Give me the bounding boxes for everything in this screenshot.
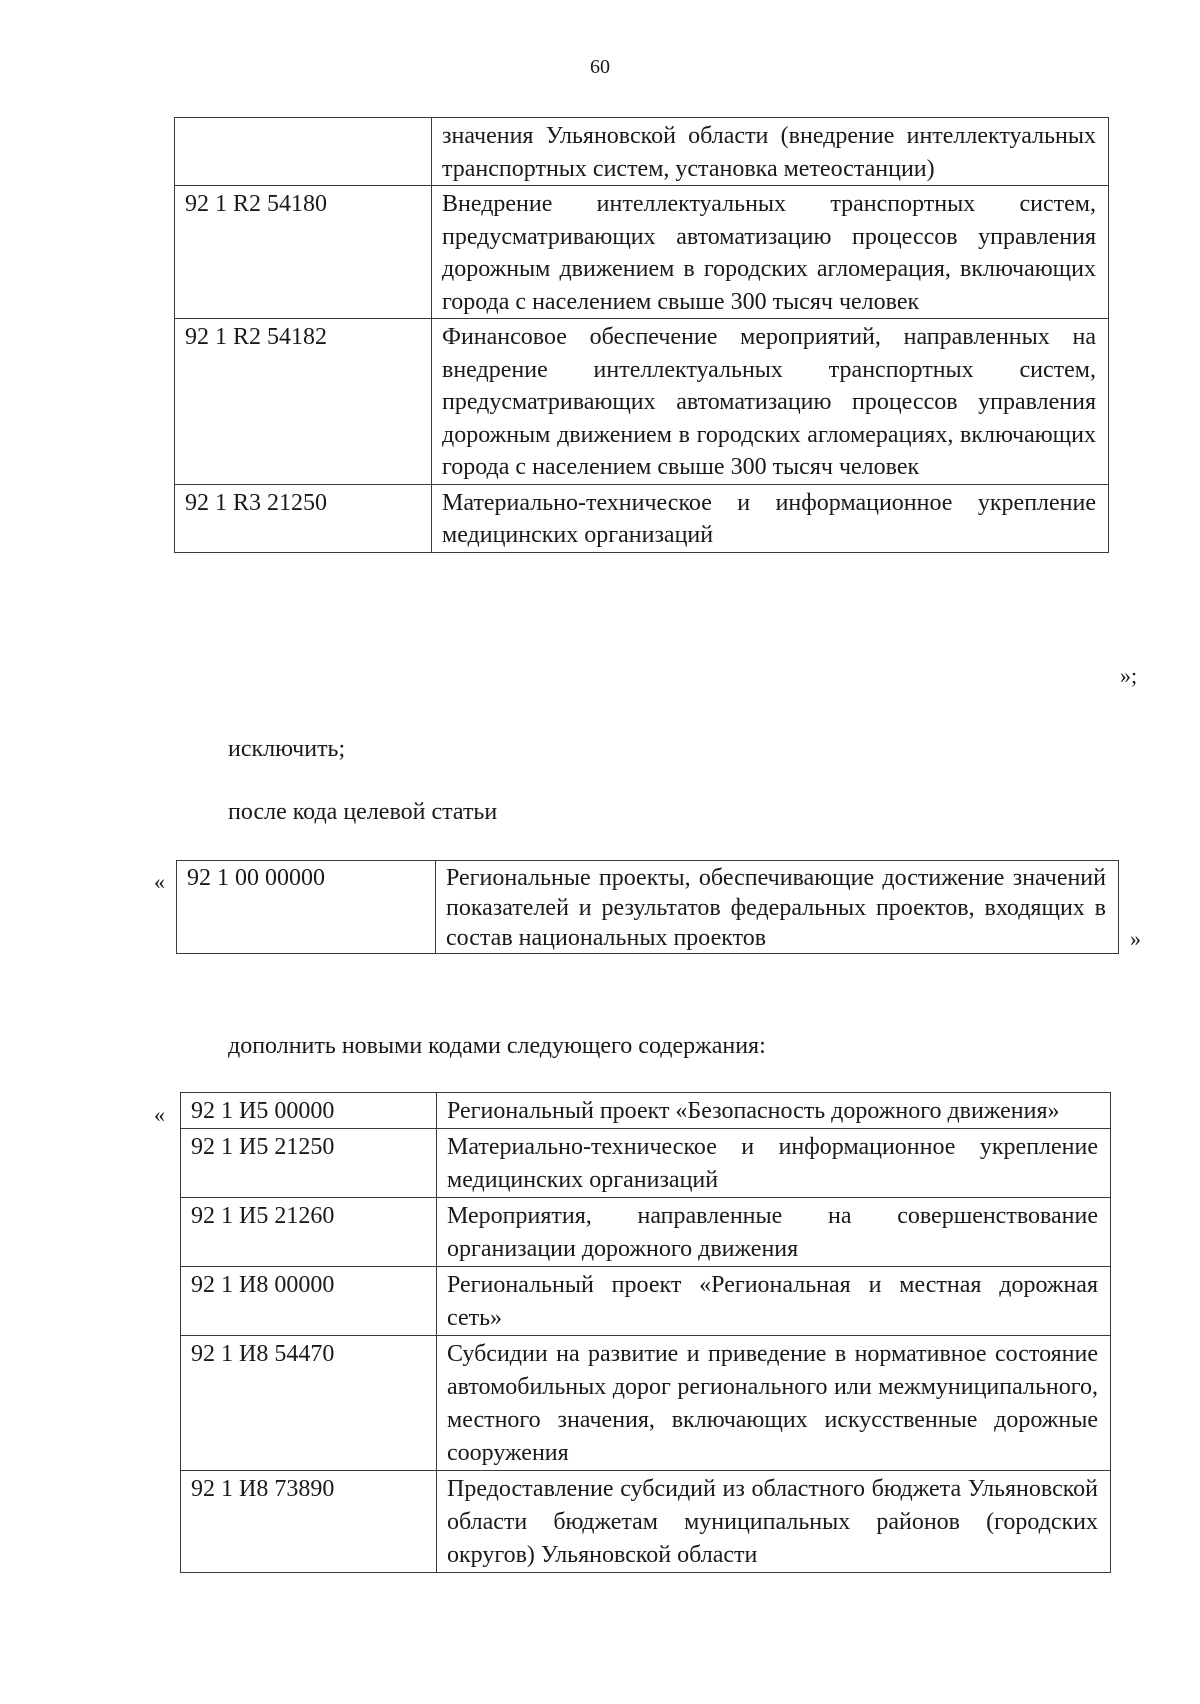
table-row [177, 861, 1119, 954]
target-code: 92 1 И5 21250 [181, 1129, 437, 1198]
target-code: 92 1 И8 73890 [181, 1471, 437, 1573]
codes-table-excluded [174, 117, 1109, 553]
closing-quote: » [1130, 926, 1141, 951]
table-row [181, 1129, 1111, 1198]
table-row [175, 118, 1109, 186]
table-row [181, 1336, 1111, 1471]
reference-code-table [176, 860, 1119, 954]
target-code: 92 1 R3 21250 [175, 484, 432, 552]
target-code: 92 1 R2 54182 [175, 319, 432, 485]
target-description: Материально-техническое и информационное укрепление медицинских организаций [437, 1129, 1111, 1198]
target-description: Субсидии на развитие и приведение в нормативное состояние автомобильных дорог регионального или межмуниципального, местного значения, включающих искусственные дорожные сооружения [437, 1336, 1111, 1471]
target-description: Материально-техническое и информационное укрепление медицинских организаций [432, 484, 1109, 552]
target-code: 92 1 И5 21260 [181, 1198, 437, 1267]
table-row [175, 319, 1109, 485]
target-code: 92 1 И8 00000 [181, 1267, 437, 1336]
instruction-after-code: после кода целевой статьи [228, 799, 498, 825]
table-row [181, 1267, 1111, 1336]
target-code: 92 1 R2 54180 [175, 186, 432, 319]
target-description: Предоставление субсидий из областного бюджета Ульяновской области бюджетам муниципальных районов (городских округов) Ульяновской области [437, 1471, 1111, 1573]
table-row [181, 1471, 1111, 1573]
target-code: 92 1 И8 54470 [181, 1336, 437, 1471]
opening-quote: « [154, 869, 165, 894]
target-code [175, 118, 432, 186]
target-description: Региональные проекты, обеспечивающие достижение значений показателей и результатов федеральных проектов, входящих в состав национальных проектов [436, 861, 1119, 954]
table-row [175, 484, 1109, 552]
closing-quote: »; [1120, 663, 1138, 688]
new-codes-table [180, 1092, 1111, 1573]
target-description: Финансовое обеспечение мероприятий, направленных на внедрение интеллектуальных транспортных систем, предусматривающих автоматизацию процессов управления дорожным движением в городских агломерациях, включающих города с населением свыше 300 тысяч человек [432, 319, 1109, 485]
table-row [181, 1198, 1111, 1267]
target-description: Региональный проект «Региональная и местная дорожная сеть» [437, 1267, 1111, 1336]
instruction-add-codes: дополнить новыми кодами следующего содержания: [228, 1033, 766, 1059]
page-number: 60 [590, 56, 610, 78]
target-code: 92 1 00 00000 [177, 861, 436, 954]
target-description: Региональный проект «Безопасность дорожного движения» [437, 1093, 1111, 1129]
target-code: 92 1 И5 00000 [181, 1093, 437, 1129]
target-description: Мероприятия, направленные на совершенствование организации дорожного движения [437, 1198, 1111, 1267]
table-row [175, 186, 1109, 319]
target-description: значения Ульяновской области (внедрение интеллектуальных транспортных систем, установка метеостанции) [432, 118, 1109, 186]
target-description: Внедрение интеллектуальных транспортных систем, предусматривающих автоматизацию процессов управления дорожным движением в городских агломерация, включающих города с населением свыше 300 тысяч человек [432, 186, 1109, 319]
instruction-exclude: исключить; [228, 736, 346, 762]
opening-quote: « [154, 1102, 165, 1127]
table-row [181, 1093, 1111, 1129]
